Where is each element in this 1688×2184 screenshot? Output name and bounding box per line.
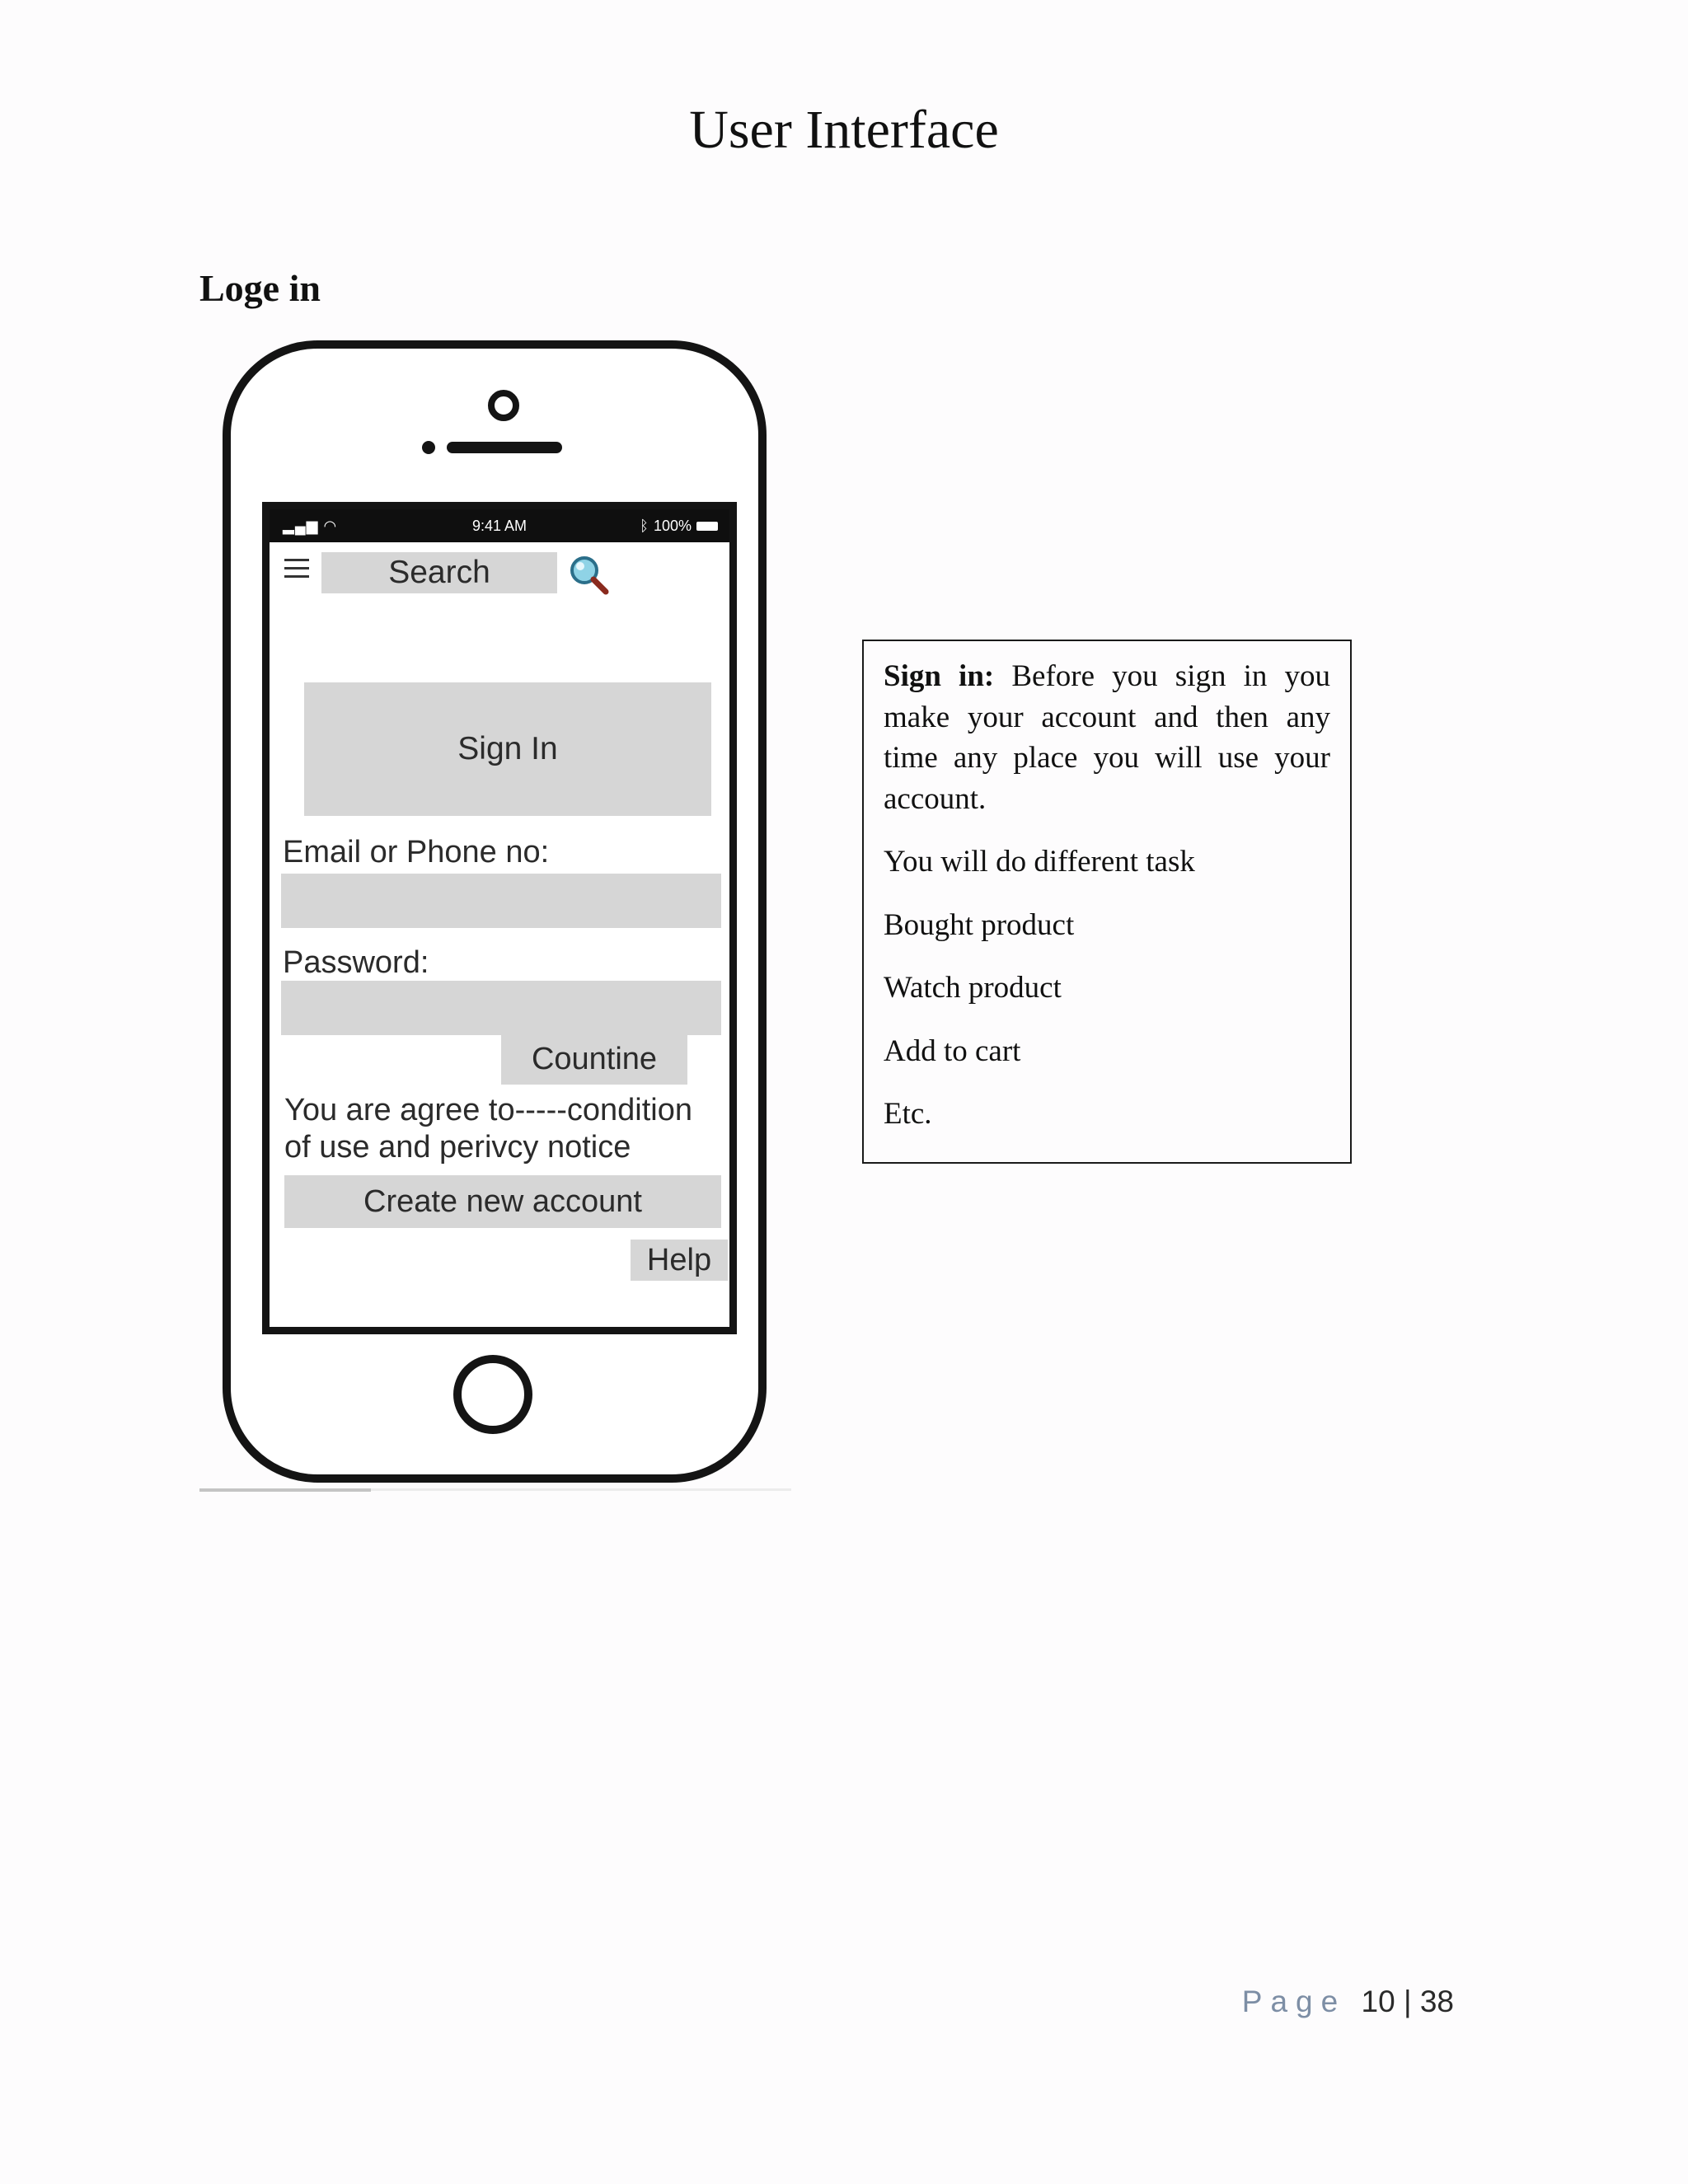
- description-box: [862, 640, 1352, 1164]
- email-label: Email or Phone no:: [283, 835, 550, 869]
- description-intro-text: Before you sign in you make your account and then any time any place you will use your account.: [884, 659, 1330, 816]
- description-item: You will do different task: [884, 845, 1195, 879]
- continue-button[interactable]: Countine: [501, 1033, 687, 1085]
- description-lead: Sign in:: [884, 659, 995, 693]
- signal-icon: ▂▄▆ ◠: [283, 518, 338, 534]
- terms-line-1: You are agree to-----condition: [284, 1093, 692, 1127]
- home-button-icon: [453, 1355, 532, 1434]
- divider-accent: [199, 1488, 371, 1492]
- password-label: Password:: [283, 945, 429, 980]
- phone-wireframe: [223, 340, 767, 1483]
- sensor-icon: [422, 441, 435, 454]
- phone-screen: [262, 502, 737, 1334]
- camera-icon: [488, 390, 519, 421]
- create-account-button[interactable]: Create new account: [284, 1175, 721, 1228]
- status-time: 9:41 AM: [471, 518, 528, 534]
- sign-in-panel: Sign In: [304, 682, 711, 816]
- battery-status: [640, 518, 718, 534]
- terms-notice: [284, 1092, 729, 1166]
- status-bar: [270, 509, 729, 542]
- password-field[interactable]: [281, 981, 721, 1035]
- page-word: Page: [1241, 1985, 1347, 2018]
- description-item: Bought product: [884, 907, 1075, 942]
- terms-line-2: of use and perivcy notice: [284, 1130, 631, 1165]
- email-field[interactable]: [281, 874, 721, 928]
- page-number: 10: [1361, 1985, 1395, 2018]
- page-title: User Interface: [689, 100, 999, 160]
- total-pages: 38: [1419, 1985, 1454, 2018]
- description-item: Watch product: [884, 971, 1062, 1005]
- search-icon[interactable]: [566, 552, 612, 598]
- battery-percent: 100%: [653, 518, 692, 534]
- search-input[interactable]: Search: [321, 552, 557, 593]
- description-intro: [884, 656, 1330, 819]
- bluetooth-icon: ᛒ: [640, 518, 649, 534]
- hamburger-menu-icon[interactable]: [284, 559, 309, 583]
- section-heading: Loge in: [199, 267, 321, 309]
- description-item: Etc.: [884, 1097, 932, 1131]
- speaker-icon: [447, 442, 562, 453]
- page-separator: |: [1403, 1985, 1412, 2018]
- battery-icon: [696, 522, 718, 531]
- help-button[interactable]: Help: [631, 1240, 728, 1281]
- page-footer: [1242, 1981, 1454, 2022]
- description-item: Add to cart: [884, 1033, 1021, 1068]
